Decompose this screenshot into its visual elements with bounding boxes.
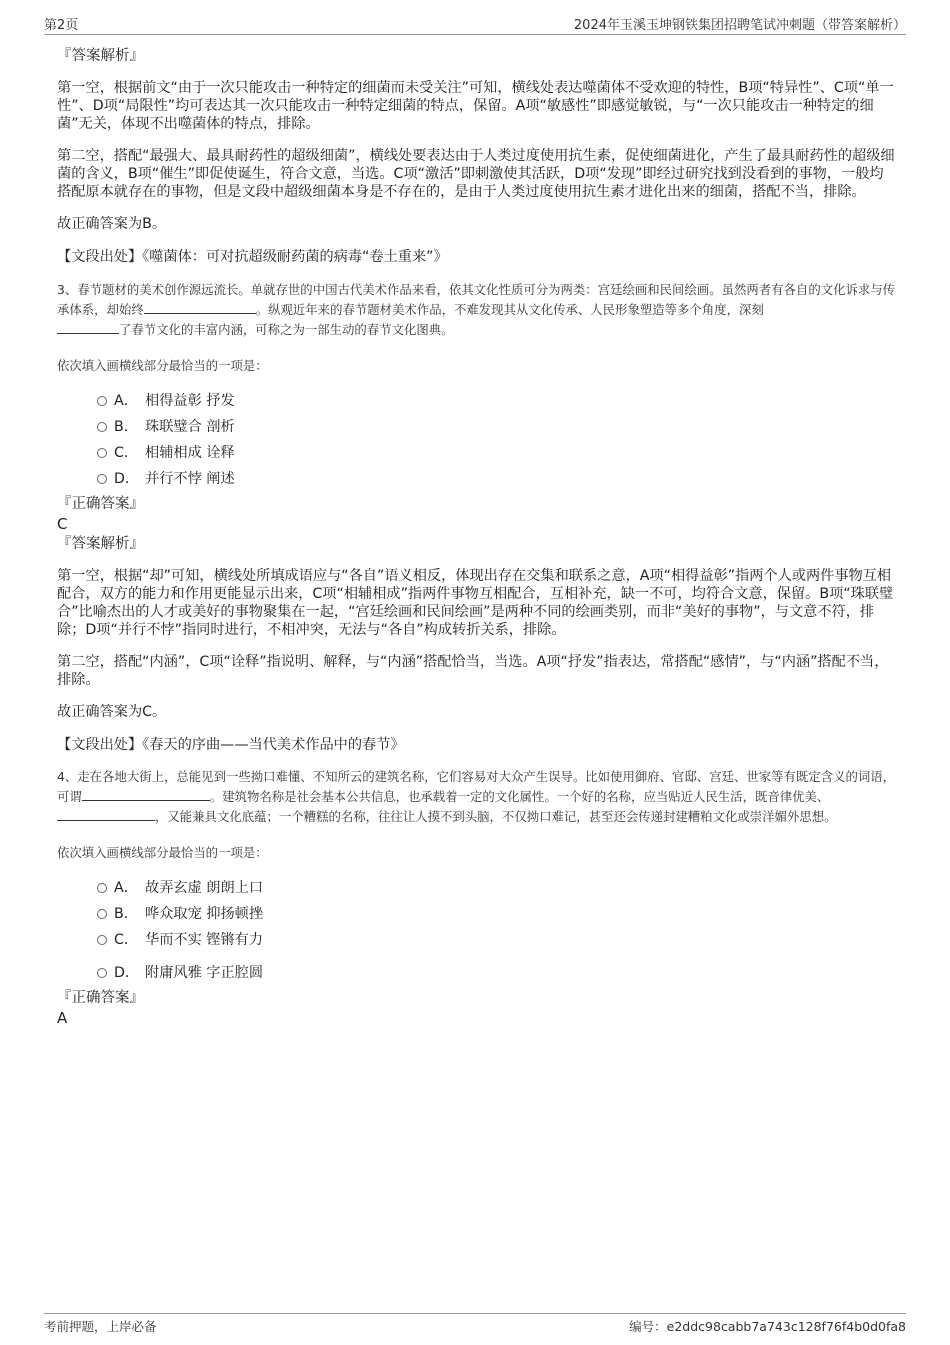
question-3-options: [57, 388, 897, 492]
q4-text-b: 。建筑物名称是社会基本公共信息，也承载着一定的文化属性。一个好的名称，应当贴近人民生活，既音律优美、: [209, 789, 830, 804]
radio-button[interactable]: [97, 422, 107, 432]
blank-2: [57, 321, 119, 334]
q4-option-b[interactable]: B． 哗众取宠 抑扬顿挫: [57, 901, 897, 927]
answer-conclusion: 故正确答案为B。: [57, 216, 167, 232]
document-code: 编号：e2ddc98cabb7a743c128f76f4b0d0fa8: [629, 1319, 906, 1334]
blank-1: [82, 788, 210, 801]
analysis-paragraph-1: 第一空，根据“却”可知，横线处所填成语应与“各自”语义相反，体现出存在交集和联系之意，A项“相得益彰”指两个人或两件事物互相配合，双方的能力和作用更能显示出来，C项“相辅相成”指两件事物互相配合，互相补充，缺一不可，均符合文意，保留。B项“珠联璧合”比喻杰出的人才或美好的事物聚集在一起，“宫廷绘画和民间绘画”是两种不同的绘画类别，而非“美好的事物”，与文意不符，排除；D项“并行不悖”指同时进行，不相冲突，无法与“各自”构成转折关系，排除。: [57, 568, 894, 638]
source-title: 《噬菌体：可对抗超级耐药菌的病毒“卷土重来”》: [142, 249, 448, 265]
q3-option-a[interactable]: A． 相得益彰 抒发: [57, 388, 897, 414]
footer-slogan: 考前押题，上岸必备: [44, 1319, 157, 1334]
question-4-prompt: 依次填入画横线部分最恰当的一项是：: [57, 845, 268, 860]
q4-option-d[interactable]: D． 附庸风雅 字正腔圆: [57, 960, 897, 986]
question-4-options: [57, 875, 897, 986]
analysis-paragraph-1: 第一空，根据前文“由于一次只能攻击一种特定的细菌而未受关注”可知，横线处表达噬菌体不受欢迎的特性，B项“特异性”、C项“单一性”、D项“局限性”均可表达其一次只能攻击一种特定细菌的特点，保留。A项“敏感性”即感觉敏锐，与“一次只能攻击一种特定的细菌”无关，体现不出噬菌体的特点，排除。: [57, 80, 894, 132]
q3-option-d[interactable]: D． 并行不悖 阐述: [57, 466, 897, 492]
source-line: [57, 248, 897, 266]
correct-answer-value: A: [57, 1009, 68, 1027]
correct-answer-label: 『正确答案』: [57, 496, 144, 512]
analysis-paragraph-2: 第二空，搭配“内涵”，C项“诠释”指说明、解释，与“内涵”搭配恰当，当选。A项“抒发”指表达，常搭配“感情”，与“内涵”搭配不当，排除。: [57, 654, 889, 688]
q4-text-c: ，又能兼具文化底蕴；一个糟糕的名称，往往让人摸不到头脑，不仅拗口难记，甚至还会传递封建糟粕文化或崇洋媚外思想。: [155, 809, 837, 824]
analysis-label: 『答案解析』: [57, 48, 144, 64]
question-3-prompt: 依次填入画横线部分最恰当的一项是：: [57, 358, 268, 373]
radio-button[interactable]: [97, 935, 107, 945]
radio-button[interactable]: [97, 883, 107, 893]
source-prefix: 【文段出处】: [57, 737, 143, 753]
q3-text-c: 了春节文化的丰富内涵，可称之为一部生动的春节文化图典。: [119, 322, 454, 337]
source-prefix: 【文段出处】: [57, 249, 143, 265]
source-title: 《春天的序曲——当代美术作品中的春节》: [142, 737, 405, 753]
radio-button[interactable]: [97, 448, 107, 458]
page-footer: [44, 1313, 906, 1336]
question-4-text: [57, 767, 897, 827]
q4-option-c[interactable]: C． 华而不实 铿锵有力: [57, 927, 897, 960]
q3-text-a: 3、春节题材的美术创作源远流长。单就存世的中国古代美术作品来看，依其文化性质可分为两类：宫廷绘画和民间绘画。虽然两者有各自的文化诉求与传承体系，却始终: [57, 282, 896, 317]
blank-2: [57, 808, 155, 821]
page-content: [57, 46, 897, 1028]
q4-text-a: 4、走在各地大街上，总能见到一些拗口难懂、不知所云的建筑名称，它们容易对大众产生误导。比如使用御府、官邸、宫廷、世家等有既定含义的词语，可谓: [57, 769, 896, 804]
document-title: 2024年玉溪玉坤钢铁集团招聘笔试冲刺题（带答案解析）: [573, 18, 906, 33]
correct-answer-value: C: [57, 515, 68, 533]
q3-option-c[interactable]: C． 相辅相成 诠释: [57, 440, 897, 466]
answer-conclusion: 故正确答案为C。: [57, 704, 167, 720]
radio-button[interactable]: [97, 909, 107, 919]
radio-button[interactable]: [97, 968, 107, 978]
radio-button[interactable]: [97, 396, 107, 406]
analysis-label: 『答案解析』: [57, 536, 144, 552]
question-3-text: [57, 280, 897, 340]
source-line: [57, 736, 897, 754]
page-number: 第2页: [44, 18, 79, 33]
q3-text-b: 。纵观近年来的春节题材美术作品，不难发现其从文化传承、人民形象塑造等多个角度，深刻: [255, 302, 764, 317]
blank-1: [144, 301, 256, 314]
page-header: [44, 12, 906, 35]
radio-button[interactable]: [97, 474, 107, 484]
analysis-paragraph-2: 第二空，搭配“最强大、最具耐药性的超级细菌”，横线处要表达由于人类过度使用抗生素，促使细菌进化，产生了最具耐药性的超级细菌的含义，B项“催生”即促使诞生，符合文意，当选。C项“激活”即刺激使其活跃，D项“发现”即经过研究找到没看到的事物，一般均搭配原本就存在的事物，但是文段中超级细菌本身是不存在的，是由于人类过度使用抗生素才进化出来的细菌，搭配不当，排除。: [57, 148, 895, 200]
q4-option-a[interactable]: A． 故弄玄虚 朗朗上口: [57, 875, 897, 901]
correct-answer-label: 『正确答案』: [57, 990, 144, 1006]
q3-option-b[interactable]: B． 珠联璧合 剖析: [57, 414, 897, 440]
